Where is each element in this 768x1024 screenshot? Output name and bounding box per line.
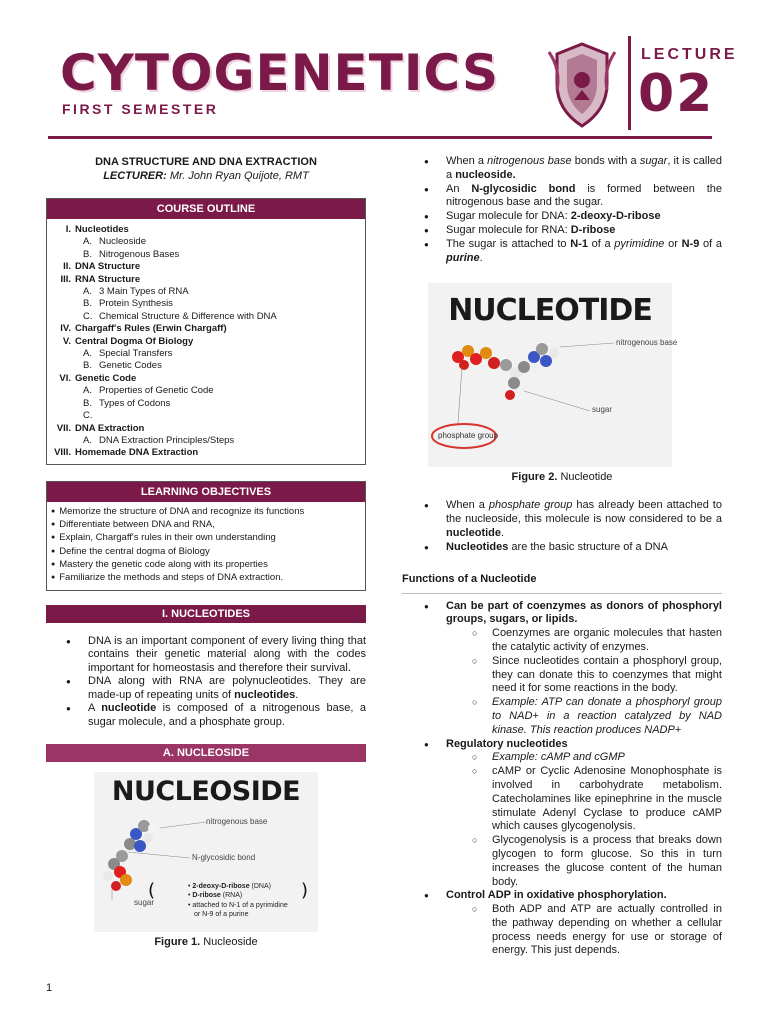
list-item: ● Control ADP in oxidative phosphorylation. ○ Both ADP and ATP are actually controlled in the pathway depending on whether a cellular process needs energy for use or storage of energy. This just depends.	[446, 889, 722, 958]
outline-item: IV. Chargaff's Rules (Erwin Chargaff)	[60, 323, 227, 335]
learning-objectives-box	[46, 481, 366, 591]
outline-subitem: A. Special Transfers	[83, 348, 173, 360]
list-item: ● DNA along with RNA are polynucleotides. They are made-up of repeating units of nucleotides.	[88, 675, 366, 702]
functions-rule	[402, 593, 722, 594]
sub-list	[446, 903, 722, 958]
list-item: ○ Coenzymes are organic molecules that hasten the catalytic activity of enzymes.	[492, 627, 722, 655]
list-item: ● An N-glycosidic bond is formed between the nitrogenous base and the sugar.	[446, 183, 722, 211]
functions-list	[402, 600, 722, 959]
lecture-label: LECTURE	[641, 46, 738, 63]
outline-subitem: A. Nucleoside	[83, 236, 146, 248]
figure1-label-base: nitrogenous base	[206, 816, 268, 826]
lecturer-label: LECTURER:	[103, 170, 167, 182]
outline-item: VII. DNA Extraction	[56, 422, 145, 434]
outline-item: V. Central Dogma Of Biology	[62, 335, 194, 347]
lecture-divider	[628, 36, 631, 130]
list-item: ● DNA is an important component of every living thing that contains their genetic material along with the codes important for homeostasis and therefore their survival.	[88, 635, 366, 676]
outline-subitem: A. DNA Extraction Principles/Steps	[83, 434, 235, 446]
objective-item: ● Mastery the genetic code along with its properties	[51, 559, 361, 572]
figure2-title: NUCLEOTIDE	[448, 293, 652, 329]
svg-text:): )	[300, 879, 308, 901]
figure2-caption: Figure 2. Nucleotide	[511, 471, 613, 484]
list-item: ○ Both ADP and ATP are actually controlled in the pathway depending on whether a cellular process needs energy for use or storage of energy. This just depends.	[492, 903, 722, 958]
brand-title: CYTOGENETICS	[60, 44, 500, 102]
outline-item: VI. Genetic Code	[59, 372, 137, 384]
outline-subitem: B. Types of Codons	[83, 397, 171, 409]
learning-objectives-list	[47, 502, 365, 590]
list-item: ○ Example: cAMP and cGMP	[492, 751, 722, 765]
objective-item: ● Differentiate between DNA and RNA,	[51, 519, 361, 532]
list-item: ○ Example: ATP can donate a phosphoryl group to NAD+ in a reaction catalyzed by NAD kinase. This reaction produces NADP+	[492, 696, 722, 737]
outline-item: VIII. Homemade DNA Extraction	[54, 447, 199, 459]
course-outline-list	[47, 219, 365, 464]
objective-item: ● Explain, Chargaff's rules in their own understanding	[51, 532, 361, 545]
document-title: DNA STRUCTURE AND DNA EXTRACTION	[95, 156, 317, 168]
outline-item: II. DNA Structure	[63, 261, 141, 273]
figure-nucleoside	[94, 772, 318, 932]
lecturer-name: Mr. John Ryan Quijote, RMT	[169, 170, 309, 182]
course-outline-box	[46, 198, 366, 465]
outline-subitem: B. Protein Synthesis	[83, 298, 173, 310]
page-number: 1	[46, 982, 53, 994]
right-column	[402, 150, 722, 958]
figure2-label-sugar: sugar	[592, 405, 613, 415]
figure1-caption: Figure 1. Nucleoside	[154, 935, 258, 948]
list-item: ○ Since nucleotides contain a phosphoryl group, they can donate this to coenzymes that might need it for some reactions in the body.	[492, 655, 722, 696]
brand-subtitle: FIRST SEMESTER	[62, 101, 219, 117]
outline-item: III. RNA Structure	[60, 273, 141, 285]
outline-subitem: A. 3 Main Types of RNA	[83, 286, 189, 298]
functions-title: Functions of a Nucleotide	[402, 572, 537, 585]
header-rule	[48, 136, 712, 139]
course-outline-header: COURSE OUTLINE	[47, 199, 365, 219]
outline-subitem: A. Properties of Genetic Code	[83, 385, 214, 397]
nucleotides-bullets	[46, 635, 366, 730]
section-header-nucleoside: A. NUCLEOSIDE	[46, 744, 366, 762]
sub-list	[446, 627, 722, 737]
figure2-label-base: nitrogenous base	[616, 338, 678, 348]
list-item: ● Regulatory nucleotides ○ Example: cAMP and cGMP ○ cAMP or Cyclic Adenosine Monophosphate is involved in carbohydrate metabolism. Catecholamines like epinephrine in the muscle stimulate Adenyl Cyclase to produce cAMP which causes glycogenolysis. ○ Glycogenolysis is a process that breaks down glycogen to form glucose. So this in turn increases the glucose content of the human body.	[446, 738, 722, 890]
outline-subitem: B. Genetic Codes	[83, 360, 162, 372]
list-item: ● Sugar molecule for RNA: D-ribose	[446, 224, 722, 238]
lecturer-line	[46, 170, 366, 182]
page-header	[0, 0, 768, 140]
list-item: ● When a phosphate group has already been attached to the nucleoside, this molecule is now considered to be a nucleotide.	[446, 499, 722, 540]
figure2-label-phosphate: phosphate group	[438, 431, 499, 441]
outline-subitem: C. Chemical Structure & Difference with DNA	[83, 310, 277, 322]
figure1-label-bond: N-glycosidic bond	[192, 852, 256, 862]
objective-item: ● Memorize the structure of DNA and recognize its functions	[51, 506, 361, 519]
list-item: ● Can be part of coenzymes as donors of phosphoryl groups, sugars, or lipids. ○ Coenzymes are organic molecules that hasten the catalytic activity of enzymes. ○ Since nucleotides contain a phosphoryl group, they can donate this to coenzymes that might need it for some reactions in the body. ○ Example: ATP can donate a phosphoryl group to NAD+ in a reaction catalyzed by NAD kinase. This reaction produces NADP+	[446, 600, 722, 738]
nucleotide-bullets	[402, 499, 722, 554]
figure-nucleotide	[428, 283, 678, 467]
lecture-number: 02	[638, 64, 715, 124]
figure1-sugar-notes: • 2-deoxy-D-ribose (DNA) • D-ribose (RNA) • attached to N-1 of a pyrimidine or N-9 of a purine	[188, 882, 288, 919]
objective-item: ● Familiarize the methods and steps of DNA extraction.	[51, 572, 361, 585]
sub-list	[446, 751, 722, 889]
section-header-nucleotides: I. NUCLEOTIDES	[46, 605, 366, 623]
objective-item: ● Define the central dogma of Biology	[51, 546, 361, 559]
left-column	[46, 150, 366, 948]
outline-subitem: B. Nitrogenous Bases	[83, 248, 180, 260]
svg-text:(: (	[148, 879, 156, 901]
list-item: ● The sugar is attached to N-1 of a pyrimidine or N-9 of a purine.	[446, 238, 722, 266]
list-item: ● Sugar molecule for DNA: 2-deoxy-D-ribose	[446, 210, 722, 224]
list-item: ● Nucleotides are the basic structure of a DNA	[446, 541, 722, 555]
list-item: ● When a nitrogenous base bonds with a sugar, it is called a nucleoside.	[446, 155, 722, 183]
list-item: ○ Glycogenolysis is a process that breaks down glycogen to form glucose. So this in turn increases the glucose content of the human body.	[492, 834, 722, 889]
learning-objectives-header: LEARNING OBJECTIVES	[47, 482, 365, 502]
figure1-title: NUCLEOSIDE	[111, 775, 301, 807]
list-item: ○ cAMP or Cyclic Adenosine Monophosphate is involved in carbohydrate metabolism. Catecholamines like epinephrine in the muscle stimulate Adenyl Cyclase to produce cAMP which causes glycogenolysis.	[492, 765, 722, 834]
nucleoside-bullets	[402, 155, 722, 265]
figure1-label-sugar: sugar	[134, 897, 155, 907]
outline-subitem: C.	[83, 410, 93, 422]
crest-logo-icon	[545, 40, 619, 130]
outline-item: I. Nucleotides	[65, 224, 129, 235]
list-item: ● A nucleotide is composed of a nitrogenous base, a sugar molecule, and a phosphate group.	[88, 702, 366, 729]
